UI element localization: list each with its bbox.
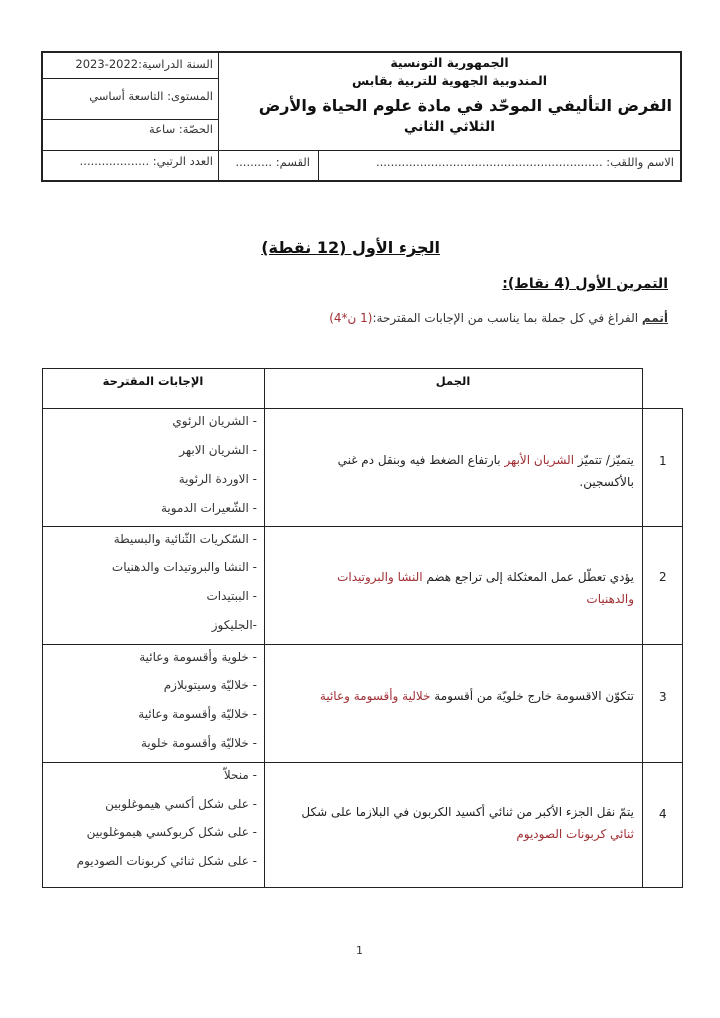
sentence-1: يتميّز/ تتميّز الشريان الأبهر بارتفاع الضغط فيه وبنقل دم غني بالأكسجين. (337, 453, 634, 489)
exercise-title: التمرين الأول (4 نقاط): (502, 276, 668, 292)
class-field: القسم: .......... (235, 155, 310, 169)
page-number: 1 (356, 944, 363, 957)
option: - منحلاّ (223, 768, 257, 782)
option: - النشا والبروتيدات والدهنيات (111, 560, 257, 574)
header-divider (43, 150, 680, 151)
option: - الاوردة الرئوية (178, 472, 257, 486)
option: - الشّعيرات الدموية (160, 501, 257, 515)
order-number: العدد الرتبي: ................... (79, 154, 213, 168)
option: - خلوية وأقسومة وعائية (139, 650, 257, 664)
header-box (41, 51, 682, 182)
instruction-points: (1 ن*4) (329, 311, 373, 325)
term: الثلاثي الثاني (403, 119, 496, 135)
option: - على شكل ثنائي كربونات الصوديوم (76, 854, 257, 868)
option: - خلاليّة وأقسومة خلوية (140, 736, 257, 750)
exam-title: الفرض التأليفي الموحّد في مادة علوم الحياة والأرض (258, 96, 672, 115)
row-number: 3 (659, 690, 667, 704)
row-number: 1 (659, 454, 667, 468)
col-header-sentences: الجمل (435, 374, 471, 388)
option: - على شكل كربوكسي هيموغلوبين (86, 825, 257, 839)
sentence-4: يتمّ نقل الجزء الأكبر من ثنائي أكسيد الكربون في البلازما على شكل ثنائي كربونات الصوديوم (301, 805, 634, 841)
sentence-3: تتكوّن الاقسومة خارج خلويّة من أقسومة خلالية وأقسومة وعائية (319, 689, 634, 703)
option: - الشريان الابهر (179, 443, 257, 457)
answer-highlight: النشا والبروتيدات (337, 570, 423, 584)
option: - على شكل أكسي هيموغلوبين (105, 797, 257, 811)
answer-highlight: ثنائي كربونات الصوديوم (516, 827, 634, 841)
level: المستوى: التاسعة أساسي (89, 89, 213, 103)
republic-name: الجمهورية التونسية (390, 55, 509, 70)
instruction-text: الفراغ في كل جملة بما يناسب من الإجابات المقترحة: (372, 311, 642, 325)
option: - الببتيدات (206, 589, 257, 603)
header-divider (43, 119, 218, 120)
part-title: الجزء الأول (12 نقطة) (261, 238, 440, 257)
option: - الشريان الرئوي (172, 414, 257, 428)
option: - خلاليّة وسيتوبلازم (163, 678, 257, 692)
session-duration: الحصّة: ساعة (149, 122, 213, 136)
option: - السّكريات الثّنائية والبسيطة (113, 532, 257, 546)
option: -الجليكوز (211, 618, 257, 632)
row-number: 2 (659, 570, 667, 584)
row-number: 4 (659, 807, 667, 821)
option: - خلاليّة وأقسومة وعائية (138, 707, 257, 721)
directorate-name: المندوبية الجهوية للتربية بقابس (351, 73, 548, 88)
answer-highlight: الشريان الأبهر (504, 453, 575, 467)
header-divider (43, 78, 218, 79)
col-header-answers: الإجابات المقترحة (102, 374, 204, 388)
name-field: الاسم واللقب: .............................................................. (375, 155, 674, 169)
question-table (42, 368, 682, 888)
sentence-2: يؤدي تعطّل عمل المعثكلة إلى تراجع هضم النشا والبروتيدات والدهنيات (337, 570, 634, 606)
header-divider (318, 150, 319, 180)
exercise-instruction (329, 311, 668, 325)
answer-highlight: خلالية وأقسومة وعائية (319, 689, 431, 703)
instruction-lead: أتمم (641, 311, 668, 325)
school-year: السنة الدراسية:2022-2023 (75, 57, 213, 71)
